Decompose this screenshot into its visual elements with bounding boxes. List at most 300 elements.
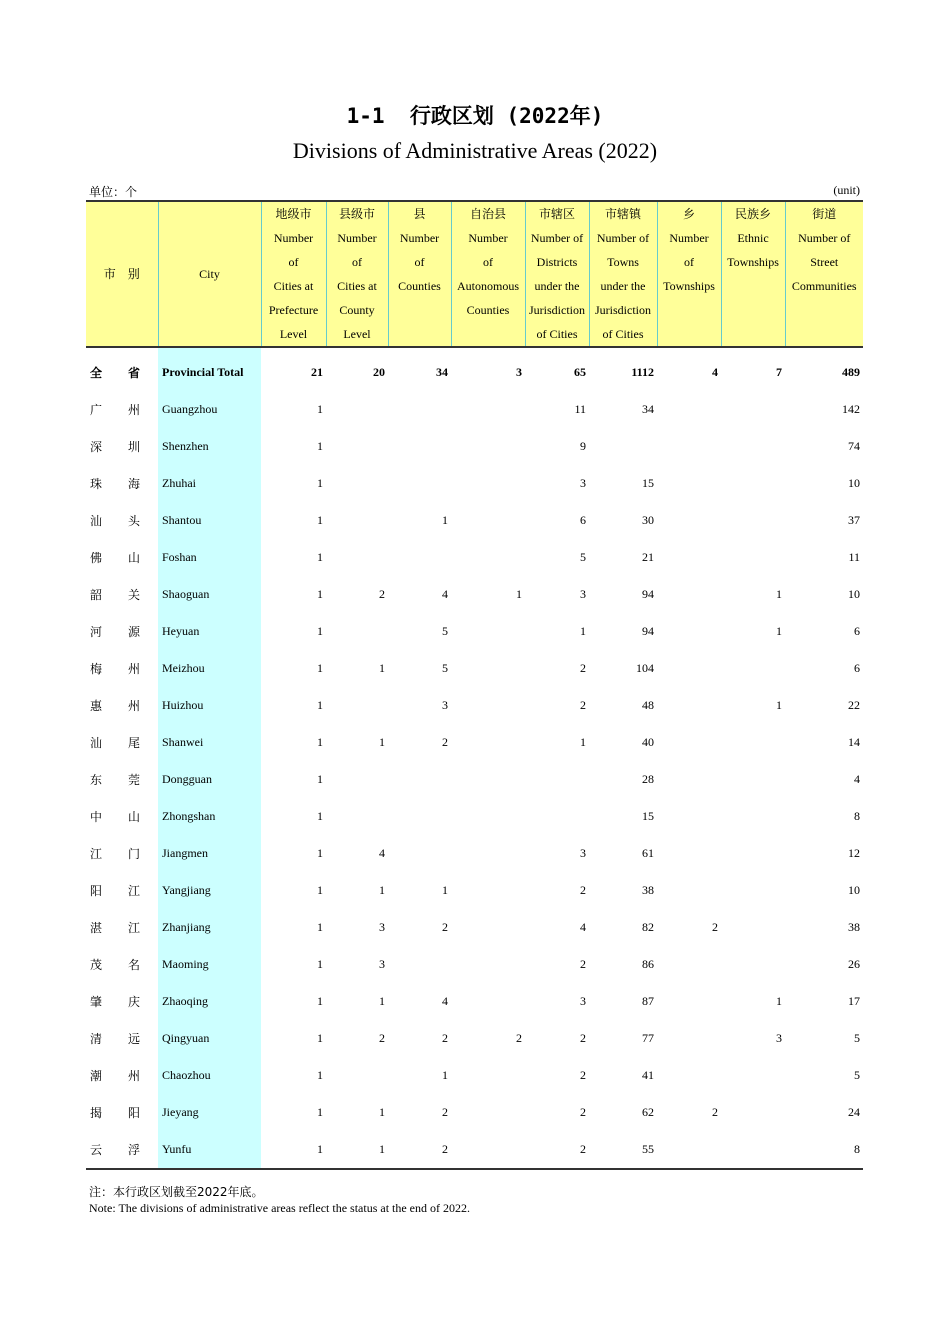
city-name-cn-char: 揭 xyxy=(90,1106,103,1120)
value-cell xyxy=(388,946,451,983)
header-line: of Cities xyxy=(602,327,644,341)
city-name-cn-char: 江 xyxy=(127,921,140,935)
value-cell: 28 xyxy=(642,772,654,786)
value-cell: 1 xyxy=(442,513,448,527)
city-name-en: Maoming xyxy=(158,946,261,983)
header-line: under the xyxy=(600,279,646,293)
value-cell: 1 xyxy=(326,1131,388,1169)
header-line: of xyxy=(414,255,425,269)
value-cell: 2 xyxy=(580,661,586,675)
table-row xyxy=(86,983,863,1020)
value-cell xyxy=(326,798,388,835)
value-cell: 1 xyxy=(317,661,323,675)
header-line: Number of xyxy=(596,231,650,245)
table-row xyxy=(86,724,863,761)
city-name-cn-char: 茂 xyxy=(90,958,103,972)
value-cell: 1 xyxy=(379,994,385,1008)
city-name-cn-char: 州 xyxy=(127,403,140,417)
value-cell: 41 xyxy=(642,1068,654,1082)
header-col xyxy=(589,201,657,347)
value-cell: 1 xyxy=(776,587,782,601)
value-cell xyxy=(451,1094,525,1131)
city-name-cn-char: 江 xyxy=(127,884,140,898)
header-col xyxy=(657,201,721,347)
value-cell xyxy=(721,946,785,983)
value-cell xyxy=(657,1131,721,1169)
city-name-cn-char: 云 xyxy=(90,1143,103,1157)
city-name-cn-char: 潮 xyxy=(90,1069,103,1083)
value-cell xyxy=(721,465,785,502)
value-cell xyxy=(721,1131,785,1169)
city-name-cn xyxy=(86,835,158,872)
value-cell: 22 xyxy=(848,698,860,712)
city-name-cn xyxy=(86,539,158,576)
header-line: 地级市 xyxy=(275,207,312,221)
value-cell: 1 xyxy=(776,624,782,638)
city-name-cn xyxy=(86,428,158,465)
city-name-cn-char: 汕 xyxy=(90,514,103,528)
table-header-row xyxy=(86,201,863,347)
city-name-cn xyxy=(86,391,158,428)
value-cell xyxy=(721,909,785,946)
value-cell xyxy=(657,1057,721,1094)
city-name-cn-char: 远 xyxy=(127,1032,140,1046)
value-cell xyxy=(657,1020,721,1057)
value-cell: 6 xyxy=(580,513,586,527)
value-cell: 10 xyxy=(848,587,860,601)
value-cell xyxy=(451,798,525,835)
value-cell: 26 xyxy=(848,957,860,971)
value-cell: 38 xyxy=(848,920,860,934)
table-row xyxy=(86,872,863,909)
value-cell xyxy=(721,761,785,798)
value-cell: 1 xyxy=(442,883,448,897)
city-name-cn-char: 清 xyxy=(90,1032,103,1046)
value-cell xyxy=(388,761,451,798)
value-cell: 11 xyxy=(574,402,586,416)
value-cell xyxy=(451,539,525,576)
page-title: 1-1 行政区划 (2022年) xyxy=(346,104,604,128)
value-cell: 8 xyxy=(785,1131,863,1169)
city-name-cn-char: 广 xyxy=(90,403,103,417)
value-cell xyxy=(451,761,525,798)
value-cell: 4 xyxy=(580,920,586,934)
value-cell: 6 xyxy=(854,624,860,638)
value-cell: 1 xyxy=(317,1105,323,1119)
value-cell: 11 xyxy=(848,550,860,564)
table-row xyxy=(86,1057,863,1094)
value-cell xyxy=(451,835,525,872)
value-cell: 1 xyxy=(317,735,323,749)
header-line: of xyxy=(684,255,694,269)
value-cell: 1 xyxy=(261,1131,326,1169)
value-cell xyxy=(451,687,525,724)
city-name-cn-char: 肇 xyxy=(90,995,103,1009)
city-name-cn-char: 惠 xyxy=(90,699,103,713)
value-cell: 104 xyxy=(636,661,654,675)
header-line: County xyxy=(339,303,375,317)
city-name-cn xyxy=(86,465,158,502)
note-cn: 注：本行政区划截至2022年底。 xyxy=(89,1185,264,1199)
value-cell: 94 xyxy=(642,624,654,638)
city-name-en: Zhuhai xyxy=(158,465,261,502)
value-cell xyxy=(326,1057,388,1094)
value-cell xyxy=(388,465,451,502)
value-cell: 1 xyxy=(317,476,323,490)
value-cell xyxy=(326,502,388,539)
city-name-cn xyxy=(86,354,158,391)
value-cell xyxy=(721,539,785,576)
admin-divisions-table xyxy=(86,200,863,1170)
header-col xyxy=(261,201,326,347)
table-row xyxy=(86,613,863,650)
header-line: Counties xyxy=(466,303,510,317)
value-cell: 142 xyxy=(842,402,860,416)
value-cell xyxy=(721,798,785,835)
value-cell: 82 xyxy=(642,920,654,934)
city-name-en: Yunfu xyxy=(158,1131,261,1169)
value-cell: 1 xyxy=(379,661,385,675)
table-row xyxy=(86,761,863,798)
value-cell: 94 xyxy=(642,587,654,601)
header-line: under the xyxy=(534,279,580,293)
value-cell: 21 xyxy=(311,365,323,379)
value-cell xyxy=(657,761,721,798)
header-line: Autonomous xyxy=(456,279,519,293)
header-col xyxy=(326,201,388,347)
value-cell: 5 xyxy=(580,550,586,564)
value-cell: 1 xyxy=(317,846,323,860)
header-line: Number xyxy=(273,231,314,245)
table-body xyxy=(86,347,863,1169)
city-name-cn-char: 浮 xyxy=(127,1143,140,1157)
value-cell xyxy=(326,428,388,465)
value-cell: 1 xyxy=(317,1068,323,1082)
value-cell: 1 xyxy=(317,624,323,638)
value-cell: 3 xyxy=(442,698,448,712)
city-name-cn-char: 全 xyxy=(90,366,103,380)
value-cell xyxy=(388,391,451,428)
value-cell: 62 xyxy=(642,1105,654,1119)
header-line: Number xyxy=(399,231,440,245)
value-cell xyxy=(657,465,721,502)
value-cell xyxy=(657,724,721,761)
table-row xyxy=(86,428,863,465)
value-cell xyxy=(451,613,525,650)
city-name-en: Dongguan xyxy=(158,761,261,798)
value-cell: 21 xyxy=(642,550,654,564)
header-line: Cities at xyxy=(273,279,314,293)
value-cell: 12 xyxy=(848,846,860,860)
city-name-cn-char: 佛 xyxy=(90,551,103,565)
header-line: of Cities xyxy=(536,327,578,341)
value-cell xyxy=(525,761,589,798)
value-cell: 1112 xyxy=(631,365,654,379)
value-cell xyxy=(721,1094,785,1131)
header-line: Districts xyxy=(536,255,578,269)
city-name-cn-char: 州 xyxy=(127,699,140,713)
value-cell xyxy=(451,1131,525,1169)
value-cell xyxy=(657,687,721,724)
header-line: Number of xyxy=(530,231,584,245)
value-cell: 1 xyxy=(317,439,323,453)
value-cell xyxy=(451,428,525,465)
header-col xyxy=(388,201,451,347)
total-row xyxy=(86,354,863,391)
value-cell: 2 xyxy=(442,735,448,749)
city-name-cn-char: 海 xyxy=(127,477,140,491)
table-row xyxy=(86,1131,863,1169)
value-cell: 65 xyxy=(574,365,586,379)
value-cell xyxy=(525,798,589,835)
city-name-en: Qingyuan xyxy=(158,1020,261,1057)
value-cell: 8 xyxy=(854,809,860,823)
city-name-cn-char: 关 xyxy=(127,588,140,602)
value-cell xyxy=(388,798,451,835)
value-cell xyxy=(657,613,721,650)
city-name-en: Shenzhen xyxy=(158,428,261,465)
city-name-cn-char: 州 xyxy=(127,1069,140,1083)
note-en: Note: The divisions of administrative areas reflect the status at the end of 2022. xyxy=(89,1201,471,1215)
city-name-cn xyxy=(86,761,158,798)
city-name-en: Guangzhou xyxy=(158,391,261,428)
city-name-cn-char: 韶 xyxy=(90,588,103,602)
header-line: Townships xyxy=(663,279,715,293)
value-cell xyxy=(326,761,388,798)
value-cell: 4 xyxy=(854,772,860,786)
header-city-cn: 市 别 xyxy=(86,201,158,347)
value-cell xyxy=(451,724,525,761)
value-cell: 9 xyxy=(580,439,586,453)
value-cell: 3 xyxy=(580,994,586,1008)
city-name-cn xyxy=(86,687,158,724)
header-col xyxy=(785,201,863,347)
value-cell: 37 xyxy=(848,513,860,527)
city-name-cn-char: 河 xyxy=(90,625,103,639)
header-line: Number of xyxy=(798,231,851,245)
value-cell: 15 xyxy=(642,476,654,490)
value-cell xyxy=(451,946,525,983)
value-cell: 2 xyxy=(379,587,385,601)
value-cell: 1 xyxy=(379,1105,385,1119)
value-cell xyxy=(657,539,721,576)
header-col xyxy=(451,201,525,347)
city-name-cn xyxy=(86,1131,158,1169)
city-name-cn xyxy=(86,1057,158,1094)
value-cell: 3 xyxy=(580,587,586,601)
header-col xyxy=(721,201,785,347)
value-cell xyxy=(326,391,388,428)
header-line: of xyxy=(288,255,299,269)
value-cell: 2 xyxy=(580,957,586,971)
value-cell xyxy=(657,983,721,1020)
value-cell xyxy=(721,428,785,465)
value-cell: 20 xyxy=(373,365,385,379)
header-line: Cities at xyxy=(337,279,377,293)
value-cell xyxy=(326,687,388,724)
value-cell: 55 xyxy=(589,1131,657,1169)
value-cell: 1 xyxy=(516,587,522,601)
city-name-cn-char: 阳 xyxy=(90,884,103,898)
value-cell: 489 xyxy=(842,365,860,379)
value-cell: 10 xyxy=(848,883,860,897)
value-cell: 86 xyxy=(642,957,654,971)
city-name-cn xyxy=(86,724,158,761)
value-cell: 48 xyxy=(642,698,654,712)
city-name-en: Meizhou xyxy=(158,650,261,687)
header-city-en: City xyxy=(158,201,261,347)
value-cell: 2 xyxy=(379,1031,385,1045)
value-cell xyxy=(657,650,721,687)
value-cell xyxy=(721,872,785,909)
value-cell xyxy=(657,576,721,613)
value-cell: 1 xyxy=(317,698,323,712)
value-cell: 61 xyxy=(642,846,654,860)
header-line: 市辖镇 xyxy=(604,207,641,221)
city-name-en: Shaoguan xyxy=(158,576,261,613)
value-cell xyxy=(388,539,451,576)
value-cell xyxy=(451,502,525,539)
value-cell xyxy=(388,428,451,465)
value-cell: 34 xyxy=(436,365,448,379)
city-name-cn-char: 山 xyxy=(127,551,140,565)
value-cell: 2 xyxy=(712,1105,718,1119)
header-line: Jurisdiction xyxy=(529,303,585,317)
value-cell xyxy=(657,798,721,835)
value-cell: 15 xyxy=(642,809,654,823)
value-cell: 3 xyxy=(580,476,586,490)
value-cell xyxy=(451,872,525,909)
city-name-en: Provincial Total xyxy=(158,354,261,391)
header-line: 市辖区 xyxy=(538,207,575,221)
header-line: 民族乡 xyxy=(734,207,771,221)
header-line: of xyxy=(483,255,493,269)
value-cell: 2 xyxy=(516,1031,522,1045)
value-cell: 1 xyxy=(317,883,323,897)
value-cell xyxy=(657,872,721,909)
value-cell xyxy=(326,465,388,502)
table-row xyxy=(86,946,863,983)
city-name-en: Zhanjiang xyxy=(158,909,261,946)
table-row xyxy=(86,391,863,428)
value-cell: 4 xyxy=(442,994,448,1008)
value-cell: 1 xyxy=(776,994,782,1008)
value-cell: 3 xyxy=(379,920,385,934)
value-cell: 2 xyxy=(388,1131,451,1169)
city-name-cn-char: 江 xyxy=(90,847,103,861)
value-cell xyxy=(721,391,785,428)
value-cell xyxy=(721,835,785,872)
value-cell: 1 xyxy=(776,698,782,712)
table-row xyxy=(86,687,863,724)
value-cell: 1 xyxy=(580,624,586,638)
value-cell xyxy=(451,983,525,1020)
city-name-cn xyxy=(86,650,158,687)
city-name-en: Huizhou xyxy=(158,687,261,724)
value-cell: 3 xyxy=(776,1031,782,1045)
value-cell: 1 xyxy=(317,1031,323,1045)
city-name-cn-char: 庆 xyxy=(127,995,140,1009)
value-cell: 1 xyxy=(317,994,323,1008)
value-cell: 2 xyxy=(442,920,448,934)
value-cell: 3 xyxy=(379,957,385,971)
table-row xyxy=(86,650,863,687)
value-cell: 1 xyxy=(379,735,385,749)
header-line: 县级市 xyxy=(338,207,375,221)
value-cell xyxy=(657,835,721,872)
table-row xyxy=(86,1020,863,1057)
value-cell: 10 xyxy=(848,476,860,490)
value-cell: 1 xyxy=(317,402,323,416)
table-row xyxy=(86,539,863,576)
city-name-en: Shanwei xyxy=(158,724,261,761)
value-cell: 2 xyxy=(580,1105,586,1119)
value-cell: 5 xyxy=(854,1031,860,1045)
city-name-cn-char: 中 xyxy=(90,810,103,824)
table-row xyxy=(86,835,863,872)
city-name-cn-char: 东 xyxy=(90,773,103,787)
city-name-cn-char: 阳 xyxy=(127,1106,140,1120)
value-cell: 1 xyxy=(580,735,586,749)
value-cell xyxy=(451,909,525,946)
value-cell: 1 xyxy=(317,513,323,527)
value-cell xyxy=(657,502,721,539)
value-cell xyxy=(657,391,721,428)
city-name-en: Zhaoqing xyxy=(158,983,261,1020)
header-line: of xyxy=(352,255,362,269)
value-cell: 1 xyxy=(317,809,323,823)
value-cell xyxy=(451,465,525,502)
city-name-en: Heyuan xyxy=(158,613,261,650)
unit-label-cn: 单位：个 xyxy=(89,185,138,199)
city-name-cn xyxy=(86,576,158,613)
city-name-cn-char: 珠 xyxy=(90,477,103,491)
value-cell: 5 xyxy=(442,624,448,638)
city-name-en: Zhongshan xyxy=(158,798,261,835)
value-cell: 87 xyxy=(642,994,654,1008)
city-name-cn-char: 梅 xyxy=(90,662,103,676)
value-cell: 74 xyxy=(848,439,860,453)
city-name-cn-char: 汕 xyxy=(90,736,103,750)
header-line: Communities xyxy=(791,279,857,293)
value-cell: 2 xyxy=(580,883,586,897)
city-name-cn-char: 门 xyxy=(127,847,140,861)
header-line: Prefecture xyxy=(268,303,319,317)
header-line: 乡 xyxy=(682,207,695,221)
value-cell: 4 xyxy=(712,365,718,379)
city-name-cn xyxy=(86,946,158,983)
header-line: Jurisdiction xyxy=(595,303,651,317)
table-row xyxy=(86,502,863,539)
value-cell: 1 xyxy=(317,957,323,971)
value-cell xyxy=(451,650,525,687)
city-name-cn xyxy=(86,613,158,650)
city-name-en: Jieyang xyxy=(158,1094,261,1131)
city-name-cn xyxy=(86,1020,158,1057)
page-subtitle: Divisions of Administrative Areas (2022) xyxy=(292,138,658,163)
header-line: Level xyxy=(279,327,308,341)
city-name-en: Foshan xyxy=(158,539,261,576)
header-line: Number xyxy=(669,231,709,245)
value-cell: 38 xyxy=(642,883,654,897)
header-col xyxy=(525,201,589,347)
header-line: Townships xyxy=(727,255,779,269)
city-name-cn xyxy=(86,872,158,909)
table-row xyxy=(86,909,863,946)
value-cell xyxy=(589,428,657,465)
city-name-en: Jiangmen xyxy=(158,835,261,872)
value-cell: 1 xyxy=(317,550,323,564)
